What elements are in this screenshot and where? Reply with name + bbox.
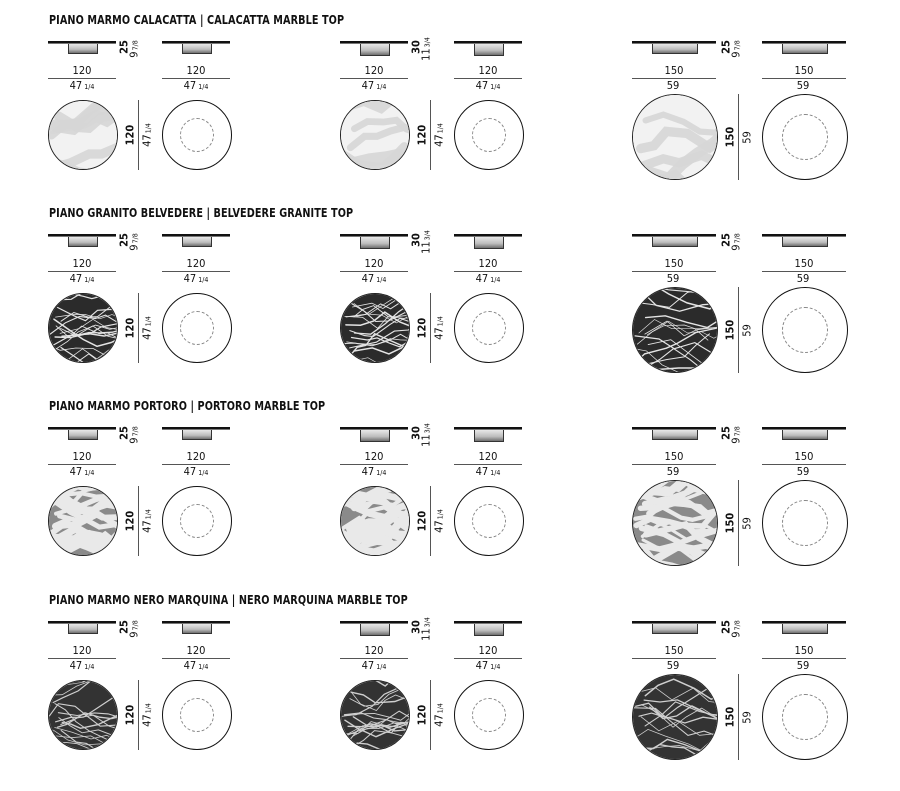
width-in-whole: 59	[796, 79, 810, 92]
width-in-label	[354, 273, 394, 286]
height-in-label	[731, 40, 744, 57]
diameter-in-label	[142, 703, 155, 727]
top-view-finish	[632, 287, 718, 373]
diameter-in-whole: 47	[432, 327, 446, 340]
diameter-cm-label: 120	[123, 317, 137, 339]
section-title: PIANO MARMO NERO MARQUINA | NERO MARQUINA MARBLE TOP	[49, 592, 408, 607]
diameter-cm-label: 150	[723, 512, 737, 534]
diameter-in-fraction: 1/4	[436, 703, 445, 714]
height-in-label	[129, 426, 142, 443]
height-in-fraction: 7/8	[733, 40, 742, 51]
width-in-fraction: 1/4	[198, 663, 209, 671]
table-base	[652, 237, 698, 247]
width-in-fraction: 1/4	[84, 469, 95, 477]
width-in-fraction: 1/4	[376, 83, 387, 91]
width-in-whole: 59	[666, 79, 680, 92]
diameter-cm-label: 120	[123, 124, 137, 146]
width-in-whole: 59	[666, 272, 680, 285]
table-top-plate	[162, 427, 230, 429]
width-in-label	[654, 466, 694, 479]
width-in-whole: 47	[475, 465, 489, 478]
width-in-label	[354, 466, 394, 479]
table-base	[782, 44, 828, 54]
height-in-whole: 11	[419, 241, 433, 254]
section-title: PIANO GRANITO BELVEDERE | BELVEDERE GRANITE TOP	[49, 205, 354, 220]
diameter-dimension-line	[738, 480, 739, 566]
width-in-label	[468, 660, 508, 673]
diameter-in-label	[142, 123, 155, 147]
width-in-label	[176, 466, 216, 479]
diameter-dimension-line	[430, 100, 431, 170]
diameter-dimension-line	[430, 293, 431, 363]
height-in-label	[421, 423, 434, 447]
width-cm-label: 150	[664, 450, 684, 463]
base-footprint-dashed	[180, 311, 214, 345]
width-cm-label: 150	[664, 64, 684, 77]
height-cm-label: 25	[117, 233, 131, 247]
width-in-whole: 47	[475, 79, 489, 92]
width-in-label	[784, 466, 824, 479]
diameter-dimension-line	[430, 680, 431, 750]
height-cm-label: 25	[719, 233, 733, 247]
width-in-fraction: 1/4	[376, 663, 387, 671]
width-in-label	[354, 660, 394, 673]
base-footprint-dashed	[782, 500, 828, 546]
width-in-fraction: 1/4	[84, 83, 95, 91]
diameter-cm-label: 120	[415, 704, 429, 726]
diameter-in-label	[742, 130, 755, 144]
diameter-cm-label: 150	[723, 706, 737, 728]
table-base	[68, 430, 98, 440]
diameter-cm-label: 120	[123, 704, 137, 726]
height-in-fraction: 3/4	[423, 423, 432, 434]
height-in-label	[129, 40, 142, 57]
table-base	[182, 237, 212, 247]
height-in-whole: 9	[127, 631, 141, 638]
height-cm-label: 25	[117, 40, 131, 54]
height-in-whole: 11	[419, 434, 433, 447]
diameter-dimension-line	[738, 94, 739, 180]
height-in-label	[731, 620, 744, 637]
table-base	[474, 44, 504, 56]
height-in-fraction: 7/8	[733, 233, 742, 244]
table-base	[182, 430, 212, 440]
width-cm-label: 120	[364, 644, 384, 657]
table-top-plate	[340, 621, 408, 623]
height-cm-label: 25	[117, 426, 131, 440]
height-in-whole: 9	[729, 51, 743, 58]
width-in-label	[62, 466, 102, 479]
width-cm-label: 120	[478, 64, 498, 77]
base-footprint-dashed	[180, 698, 214, 732]
diameter-in-whole: 59	[740, 324, 754, 337]
table-base	[360, 44, 390, 56]
width-cm-label: 150	[794, 450, 814, 463]
width-cm-label: 150	[664, 644, 684, 657]
diameter-dimension-line	[738, 674, 739, 760]
table-base	[68, 44, 98, 54]
table-top-plate	[340, 41, 408, 43]
table-base	[474, 430, 504, 442]
table-top-plate	[340, 234, 408, 236]
height-cm-label: 25	[719, 426, 733, 440]
height-in-whole: 9	[729, 437, 743, 444]
width-in-whole: 59	[796, 659, 810, 672]
table-base	[360, 237, 390, 249]
height-in-whole: 11	[419, 48, 433, 61]
height-in-whole: 9	[729, 631, 743, 638]
diameter-cm-label: 120	[415, 317, 429, 339]
diameter-cm-label: 120	[123, 510, 137, 532]
width-in-whole: 59	[666, 465, 680, 478]
width-cm-label: 120	[72, 644, 92, 657]
width-in-label	[784, 660, 824, 673]
width-in-label	[62, 273, 102, 286]
table-base	[474, 624, 504, 636]
diameter-in-fraction: 1/4	[436, 123, 445, 134]
table-top-plate	[162, 234, 230, 236]
width-cm-label: 120	[364, 64, 384, 77]
base-footprint-dashed	[472, 504, 506, 538]
table-base	[782, 430, 828, 440]
height-in-whole: 9	[127, 51, 141, 58]
section-title: PIANO MARMO PORTORO | PORTORO MARBLE TOP	[49, 398, 326, 413]
diameter-in-fraction: 1/4	[144, 703, 153, 714]
stone-texture	[633, 288, 718, 373]
width-cm-label: 120	[186, 450, 206, 463]
width-in-label	[176, 80, 216, 93]
width-cm-label: 120	[186, 257, 206, 270]
base-footprint-dashed	[180, 504, 214, 538]
stone-texture	[49, 101, 118, 170]
height-in-fraction: 3/4	[423, 230, 432, 241]
top-view-finish	[340, 100, 410, 170]
table-top-plate	[48, 427, 116, 429]
diameter-dimension-line	[738, 287, 739, 373]
width-in-whole: 47	[69, 659, 83, 672]
height-in-fraction: 7/8	[733, 426, 742, 437]
width-cm-label: 120	[364, 257, 384, 270]
height-cm-label: 25	[719, 620, 733, 634]
height-in-whole: 9	[127, 437, 141, 444]
diameter-in-whole: 47	[140, 520, 154, 533]
width-in-whole: 59	[796, 465, 810, 478]
stone-texture	[633, 95, 718, 180]
diameter-in-whole: 59	[740, 131, 754, 144]
table-base	[652, 624, 698, 634]
width-cm-label: 120	[478, 257, 498, 270]
diameter-dimension-line	[430, 486, 431, 556]
table-base	[782, 237, 828, 247]
width-in-whole: 47	[361, 659, 375, 672]
table-base	[360, 624, 390, 636]
width-in-fraction: 1/4	[84, 663, 95, 671]
diameter-in-fraction: 1/4	[144, 123, 153, 134]
width-in-whole: 59	[796, 272, 810, 285]
table-top-plate	[48, 234, 116, 236]
width-cm-label: 120	[478, 644, 498, 657]
height-in-whole: 11	[419, 628, 433, 641]
width-in-whole: 47	[183, 465, 197, 478]
width-in-whole: 47	[69, 465, 83, 478]
width-in-label	[176, 660, 216, 673]
table-top-plate	[162, 621, 230, 623]
height-cm-label: 30	[409, 620, 423, 634]
width-in-fraction: 1/4	[490, 469, 501, 477]
top-view-finish	[340, 486, 410, 556]
width-cm-label: 150	[794, 64, 814, 77]
diameter-in-whole: 59	[740, 517, 754, 530]
width-cm-label: 150	[794, 644, 814, 657]
table-base	[782, 624, 828, 634]
width-in-fraction: 1/4	[198, 83, 209, 91]
width-in-whole: 47	[361, 465, 375, 478]
height-cm-label: 30	[409, 233, 423, 247]
top-view-finish	[48, 680, 118, 750]
width-in-fraction: 1/4	[198, 276, 209, 284]
table-base	[182, 44, 212, 54]
stone-texture	[49, 294, 118, 363]
table-top-plate	[632, 427, 716, 429]
width-in-label	[354, 80, 394, 93]
base-footprint-dashed	[472, 118, 506, 152]
table-top-plate	[454, 234, 522, 236]
height-in-label	[421, 230, 434, 254]
diameter-in-label	[142, 509, 155, 533]
width-cm-label: 120	[478, 450, 498, 463]
height-cm-label: 25	[719, 40, 733, 54]
diameter-dimension-line	[138, 100, 139, 170]
table-top-plate	[454, 427, 522, 429]
width-in-whole: 47	[183, 659, 197, 672]
top-view-finish	[48, 486, 118, 556]
width-cm-label: 120	[186, 64, 206, 77]
height-cm-label: 30	[409, 40, 423, 54]
width-in-whole: 47	[361, 79, 375, 92]
height-in-fraction: 7/8	[131, 426, 140, 437]
width-in-whole: 47	[183, 79, 197, 92]
stone-texture	[633, 481, 718, 566]
table-base	[68, 237, 98, 247]
table-top-plate	[632, 621, 716, 623]
table-base	[68, 624, 98, 634]
top-view-finish	[48, 293, 118, 363]
table-base	[182, 624, 212, 634]
diameter-in-whole: 47	[432, 520, 446, 533]
diameter-in-label	[434, 703, 447, 727]
diameter-in-whole: 47	[140, 714, 154, 727]
diameter-in-fraction: 1/4	[436, 316, 445, 327]
height-in-whole: 9	[729, 244, 743, 251]
stone-texture	[49, 681, 118, 750]
width-in-whole: 59	[666, 659, 680, 672]
diameter-dimension-line	[138, 486, 139, 556]
height-in-label	[731, 233, 744, 250]
width-in-fraction: 1/4	[84, 276, 95, 284]
section-title: PIANO MARMO CALACATTA | CALACATTA MARBLE TOP	[49, 12, 345, 27]
height-in-label	[421, 617, 434, 641]
height-in-fraction: 7/8	[131, 620, 140, 631]
width-in-fraction: 1/4	[198, 469, 209, 477]
diameter-in-whole: 47	[432, 714, 446, 727]
height-in-fraction: 3/4	[423, 617, 432, 628]
top-view-finish	[340, 293, 410, 363]
width-in-whole: 47	[475, 272, 489, 285]
height-in-fraction: 7/8	[733, 620, 742, 631]
table-base	[474, 237, 504, 249]
base-footprint-dashed	[782, 694, 828, 740]
diameter-in-label	[434, 123, 447, 147]
height-in-whole: 9	[127, 244, 141, 251]
table-top-plate	[454, 621, 522, 623]
stone-texture	[49, 487, 118, 556]
width-cm-label: 150	[794, 257, 814, 270]
base-footprint-dashed	[472, 698, 506, 732]
stone-texture	[341, 101, 410, 170]
width-in-whole: 47	[361, 272, 375, 285]
top-view-finish	[48, 100, 118, 170]
top-view-finish	[632, 674, 718, 760]
width-in-label	[468, 80, 508, 93]
table-top-plate	[340, 427, 408, 429]
height-cm-label: 30	[409, 426, 423, 440]
diameter-in-label	[142, 316, 155, 340]
top-view-finish	[632, 480, 718, 566]
diameter-in-fraction: 1/4	[436, 509, 445, 520]
height-cm-label: 25	[117, 620, 131, 634]
width-cm-label: 150	[664, 257, 684, 270]
table-top-plate	[762, 621, 846, 623]
diameter-cm-label: 120	[415, 510, 429, 532]
width-in-label	[784, 273, 824, 286]
width-in-label	[62, 80, 102, 93]
width-cm-label: 120	[364, 450, 384, 463]
width-in-label	[654, 80, 694, 93]
diameter-cm-label: 150	[723, 319, 737, 341]
width-in-whole: 47	[475, 659, 489, 672]
diameter-in-fraction: 1/4	[144, 316, 153, 327]
width-in-label	[62, 660, 102, 673]
width-in-fraction: 1/4	[376, 469, 387, 477]
width-in-fraction: 1/4	[490, 276, 501, 284]
height-in-label	[129, 620, 142, 637]
diameter-cm-label: 120	[415, 124, 429, 146]
width-in-label	[784, 80, 824, 93]
width-in-label	[654, 273, 694, 286]
diameter-in-whole: 47	[140, 134, 154, 147]
width-in-label	[468, 273, 508, 286]
table-top-plate	[762, 234, 846, 236]
height-in-label	[421, 37, 434, 61]
table-base	[360, 430, 390, 442]
width-cm-label: 120	[72, 450, 92, 463]
stone-texture	[633, 675, 718, 760]
width-in-label	[654, 660, 694, 673]
top-view-finish	[632, 94, 718, 180]
width-cm-label: 120	[72, 64, 92, 77]
stone-texture	[341, 294, 410, 363]
table-top-plate	[48, 621, 116, 623]
width-in-label	[176, 273, 216, 286]
diameter-in-label	[434, 316, 447, 340]
diameter-in-whole: 47	[140, 327, 154, 340]
stone-texture	[341, 681, 410, 750]
diameter-dimension-line	[138, 680, 139, 750]
height-in-label	[731, 426, 744, 443]
width-in-label	[468, 466, 508, 479]
width-cm-label: 120	[72, 257, 92, 270]
diameter-in-label	[434, 509, 447, 533]
diameter-in-whole: 59	[740, 711, 754, 724]
width-in-fraction: 1/4	[376, 276, 387, 284]
table-top-plate	[762, 427, 846, 429]
diameter-in-label	[742, 710, 755, 724]
height-in-fraction: 7/8	[131, 40, 140, 51]
diameter-dimension-line	[138, 293, 139, 363]
width-in-fraction: 1/4	[490, 83, 501, 91]
table-top-plate	[454, 41, 522, 43]
height-in-fraction: 7/8	[131, 233, 140, 244]
diameter-cm-label: 150	[723, 126, 737, 148]
diameter-in-label	[742, 516, 755, 530]
table-top-plate	[632, 41, 716, 43]
diameter-in-fraction: 1/4	[144, 509, 153, 520]
base-footprint-dashed	[472, 311, 506, 345]
diameter-in-label	[742, 323, 755, 337]
table-top-plate	[162, 41, 230, 43]
table-base	[652, 430, 698, 440]
table-top-plate	[632, 234, 716, 236]
base-footprint-dashed	[180, 118, 214, 152]
width-in-fraction: 1/4	[490, 663, 501, 671]
base-footprint-dashed	[782, 307, 828, 353]
stone-texture	[341, 487, 410, 556]
height-in-label	[129, 233, 142, 250]
width-in-whole: 47	[69, 79, 83, 92]
table-top-plate	[48, 41, 116, 43]
height-in-fraction: 3/4	[423, 37, 432, 48]
diameter-in-whole: 47	[432, 134, 446, 147]
width-in-whole: 47	[183, 272, 197, 285]
stone-vein	[352, 101, 410, 108]
width-in-whole: 47	[69, 272, 83, 285]
base-footprint-dashed	[782, 114, 828, 160]
width-cm-label: 120	[186, 644, 206, 657]
top-view-finish	[340, 680, 410, 750]
table-base	[652, 44, 698, 54]
table-top-plate	[762, 41, 846, 43]
